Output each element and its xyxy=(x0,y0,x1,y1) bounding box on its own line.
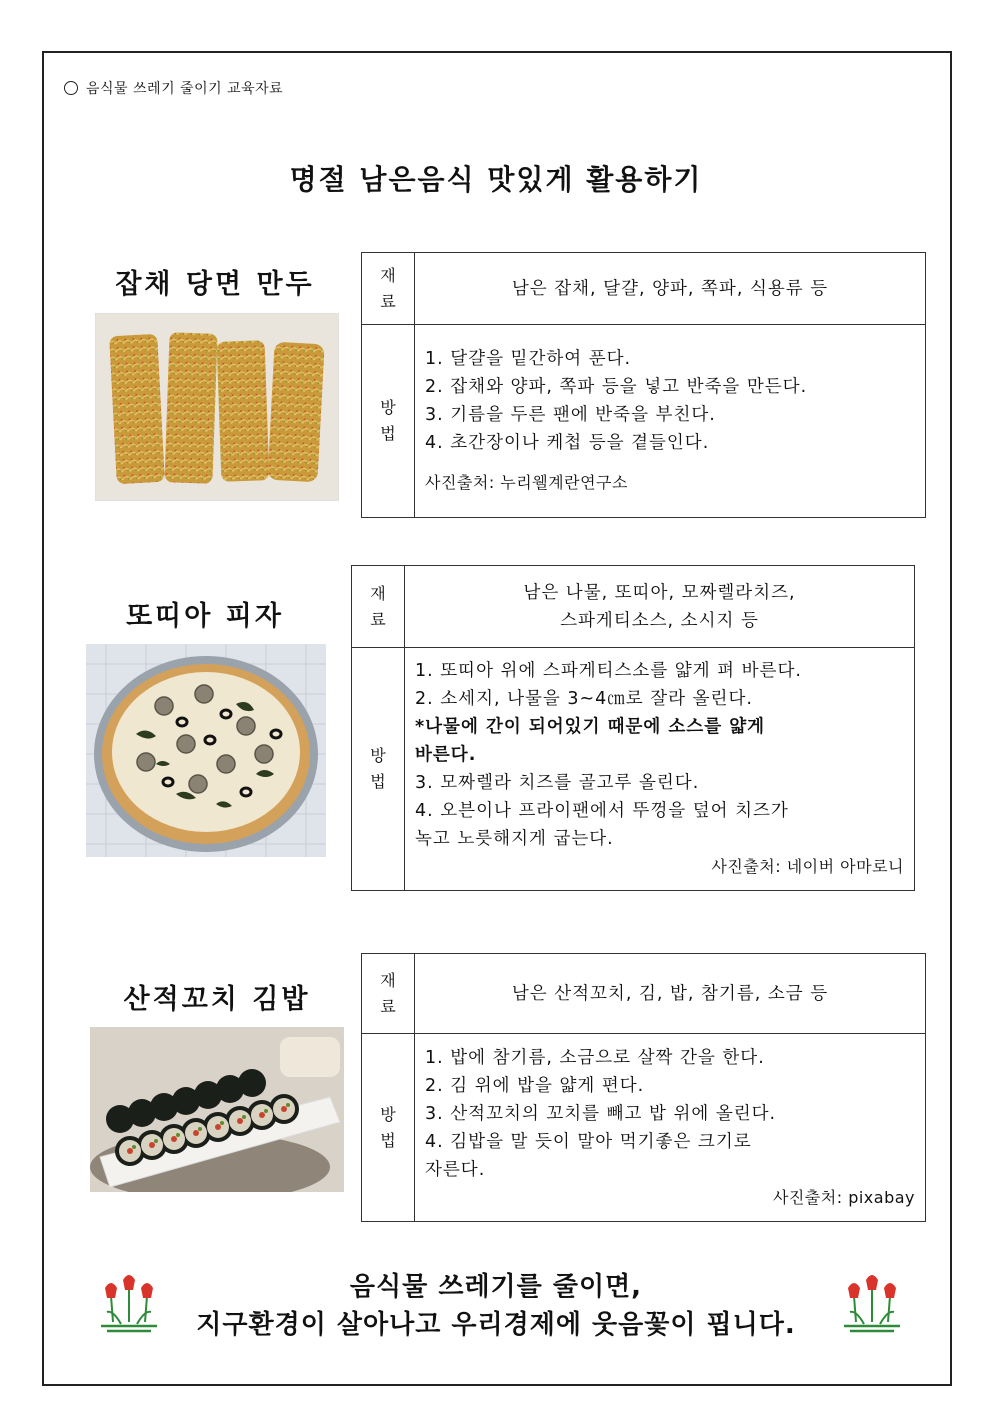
recipe-table-gimbap xyxy=(361,953,926,1222)
step: 1. 밥에 참기름, 소금으로 살짝 간을 한다. xyxy=(425,1047,765,1068)
step: 3. 기름을 두른 팬에 반죽을 부친다. xyxy=(425,405,716,425)
step: 3. 모짜렐라 치즈를 골고루 올린다. xyxy=(415,773,700,793)
step: 3. 산적꼬치의 꼬치를 빼고 밥 위에 올린다. xyxy=(425,1103,777,1124)
recipe-table-japchae xyxy=(361,252,926,518)
step: 자른다. xyxy=(425,1159,486,1180)
photo-gimbap xyxy=(90,1027,344,1192)
header-note-text: 음식물 쓰레기 줄이기 교육자료 xyxy=(86,81,284,97)
step-note: 바른다. xyxy=(415,745,477,765)
dish-name-tortilla-pizza: 또띠아 피자 xyxy=(126,601,284,632)
step: 4. 초간장이나 케첩 등을 곁들인다. xyxy=(425,433,710,453)
photo-credit: 사진출처: pixabay xyxy=(772,1187,915,1207)
ingredients-cell: 남은 잡채, 달걀, 양파, 쪽파, 식용류 등 xyxy=(415,253,926,325)
japchae-pancake-image xyxy=(95,313,339,501)
gimbap-image xyxy=(90,1027,344,1192)
ingredients-label: 재 료 xyxy=(362,954,415,1034)
step: 4. 오븐이나 프라이팬에서 뚜껑을 덮어 치즈가 xyxy=(415,801,789,821)
step: 1. 달걀을 밑간하여 푼다. xyxy=(425,349,632,369)
footer-line-1: 음식물 쓰레기를 줄이면, xyxy=(349,1272,643,1302)
page-title: 명절 남은음식 맛있게 활용하기 xyxy=(289,163,703,196)
tulip-right-icon xyxy=(838,1266,906,1338)
photo-japchae-pancake xyxy=(95,313,339,501)
step: 2. 잡채와 양파, 쪽파 등을 넣고 반죽을 만든다. xyxy=(425,377,808,397)
photo-credit: 사진출처: 누리웰계란연구소 xyxy=(425,473,628,492)
tortilla-pizza-image xyxy=(86,644,326,857)
circle-bullet-icon xyxy=(64,81,78,95)
step-note: *나물에 간이 되어있기 때문에 소스를 얇게 xyxy=(415,717,765,737)
photo-tortilla-pizza xyxy=(86,644,326,857)
ingredients-label: 재 료 xyxy=(362,253,415,325)
step: 1. 또띠아 위에 스파게티스소를 얇게 펴 바른다. xyxy=(415,661,802,681)
step: 4. 김밥을 말 듯이 말아 먹기좋은 크기로 xyxy=(425,1131,752,1152)
photo-credit: 사진출처: 네이버 아마로니 xyxy=(711,857,904,876)
method-cell xyxy=(415,1034,926,1222)
ingredients-cell: 남은 산적꼬치, 김, 밥, 참기름, 소금 등 xyxy=(415,954,926,1034)
method-label: 방 법 xyxy=(362,1034,415,1222)
tulip-left-icon xyxy=(95,1266,163,1338)
ingredients-label: 재 료 xyxy=(352,566,405,648)
header-note xyxy=(64,78,283,98)
recipe-table-tortilla-pizza xyxy=(351,565,915,891)
dish-name-gimbap: 산적꼬치 김밥 xyxy=(123,984,311,1015)
dish-name-japchae: 잡채 당면 만두 xyxy=(115,269,315,300)
step: 2. 김 위에 밥을 얇게 편다. xyxy=(425,1075,645,1096)
footer-line-2: 지구환경이 살아나고 우리경제에 웃음꽃이 핍니다. xyxy=(196,1310,796,1340)
method-label: 방 법 xyxy=(352,648,405,891)
method-cell xyxy=(415,325,926,518)
step: 녹고 노릇해지게 굽는다. xyxy=(415,829,614,849)
ingredients-cell: 남은 나물, 또띠아, 모짜렐라치즈, 스파게티소스, 소시지 등 xyxy=(405,566,915,648)
step: 2. 소세지, 나물을 3~4㎝로 잘라 올린다. xyxy=(415,689,753,709)
method-cell xyxy=(405,648,915,891)
method-label: 방 법 xyxy=(362,325,415,518)
